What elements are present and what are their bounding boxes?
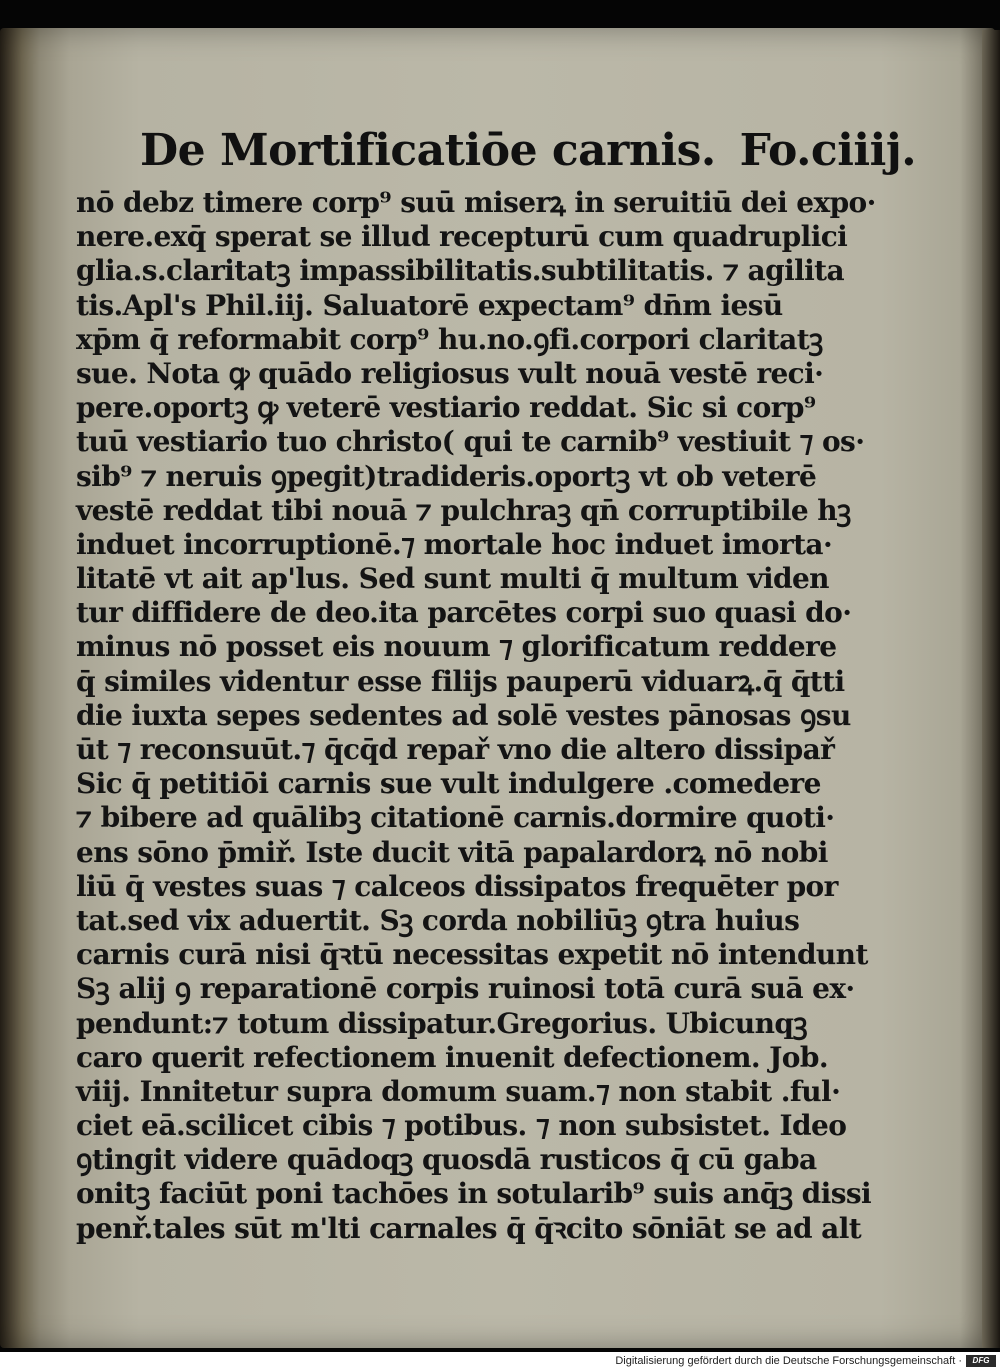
text-line: liū q̄ vestes suas ⁊ calceos dissipatos frequēter por bbox=[76, 869, 838, 903]
footer-credit: Digitalisierung gefördert durch die Deutsche Forschungsgemeinschaft · bbox=[615, 1355, 962, 1367]
running-head-title: De Mortificatiōe carnis. bbox=[140, 125, 716, 176]
text-line: pere.oportꝫ ꝙ veterē vestiario reddat. Sic si corp⁹ bbox=[76, 391, 816, 425]
text-line: Sic q̄ petitiōi carnis sue vult indulgere .comedere bbox=[76, 767, 821, 801]
text-line: ens sōno p̄miř. Iste ducit vitā papalardorꝝ nō nobi bbox=[76, 835, 828, 869]
text-line: litatē vt ait ap'lus. Sed sunt multi q̄ multum viden bbox=[76, 562, 829, 596]
text-line: tis.Apl's Phil.iij. Saluatorē expectam⁹ dn̄m iesū bbox=[76, 288, 783, 322]
text-line: viij. Innitetur supra domum suam.⁊ non stabit .ful· bbox=[76, 1074, 841, 1108]
text-line: ciet eā.scilicet cibis ⁊ potibus. ⁊ non subsistet. Ideo bbox=[76, 1109, 847, 1143]
text-line: ūt ⁊ reconsuūt.⁊ q̄cq̄d repař vno die altero dissipař bbox=[76, 733, 835, 766]
text-line: minus nō posset eis nouum ⁊ glorificatum reddere bbox=[76, 630, 837, 664]
text-line: nere.exq̄ sperat se illud recepturū cum quadruplici bbox=[76, 220, 848, 254]
text-line: induet incorruptionē.⁊ mortale hoc induet imorta· bbox=[76, 527, 833, 561]
text-line: sib⁹ ⁊ neruis ꝯpegit)tradideris.oportꝫ vt ob veterē bbox=[76, 459, 817, 493]
page-edge bbox=[982, 30, 1000, 1348]
text-line: glia.s.claritatꝫ impassibilitatis.subtilitatis. ⁊ agilita bbox=[76, 254, 845, 288]
text-line: caro querit refectionem inuenit defectionem. Job. bbox=[76, 1040, 828, 1074]
text-line: xp̄m q̄ reformabit corp⁹ hu.no.ꝯfi.corpori claritatꝫ bbox=[76, 322, 823, 356]
text-line: sue. Nota ꝙ quādo religiosus vult nouā vestē reci· bbox=[76, 356, 824, 390]
text-line: penř.tales sūt m'lti carnales q̄ q̄ꝛcito sōniāt se ad alt bbox=[76, 1211, 862, 1245]
body-text bbox=[76, 186, 876, 1246]
text-line: ⁊ bibere ad quālibꝫ citationē carnis.dormire quoti· bbox=[76, 801, 835, 835]
text-line: pendunt:⁊ totum dissipatur.Gregorius. Ubicunqꝫ bbox=[76, 1006, 808, 1040]
text-line: tat.sed vix aduertit. Sꝫ corda nobiliūꝫ ꝯtra huius bbox=[76, 903, 800, 937]
text-line: q̄ similes videntur esse filijs pauperū viduarꝝ.q̄ q̄tti bbox=[76, 664, 845, 698]
text-line: nō debz timere corp⁹ suū miserꝝ in seruitiū dei expo· bbox=[76, 186, 876, 219]
text-line: ꝯtingit videre quādoqꝫ quosdā rusticos q̄ cū gaba bbox=[76, 1143, 817, 1177]
text-line: carnis curā nisi q̄ꝛtū necessitas expetit nō intendunt bbox=[76, 938, 868, 972]
text-line: onitꝫ faciūt poni tachōes in sotularib⁹ suis anq̄ꝫ dissi bbox=[76, 1177, 872, 1211]
dfg-logo: DFG bbox=[966, 1355, 996, 1367]
text-line: tuū vestiario tuo christo( qui te carnib⁹ vestiuit ⁊ os· bbox=[76, 425, 865, 459]
text-line: tur diffidere de deo.ita parcētes corpi suo quasi do· bbox=[76, 596, 852, 630]
text-line: vestē reddat tibi nouā ⁊ pulchraꝫ qn̄ corruptibile hꝫ bbox=[76, 493, 851, 527]
text-line: Sꝫ alij ꝯ reparationē corpis ruinosi totā curā suā ex· bbox=[76, 972, 855, 1006]
running-head bbox=[140, 124, 917, 178]
text-line: die iuxta sepes sedentes ad solē vestes pānosas ꝯsu bbox=[76, 698, 851, 732]
folio-number: Fo.ciiij. bbox=[739, 125, 917, 176]
